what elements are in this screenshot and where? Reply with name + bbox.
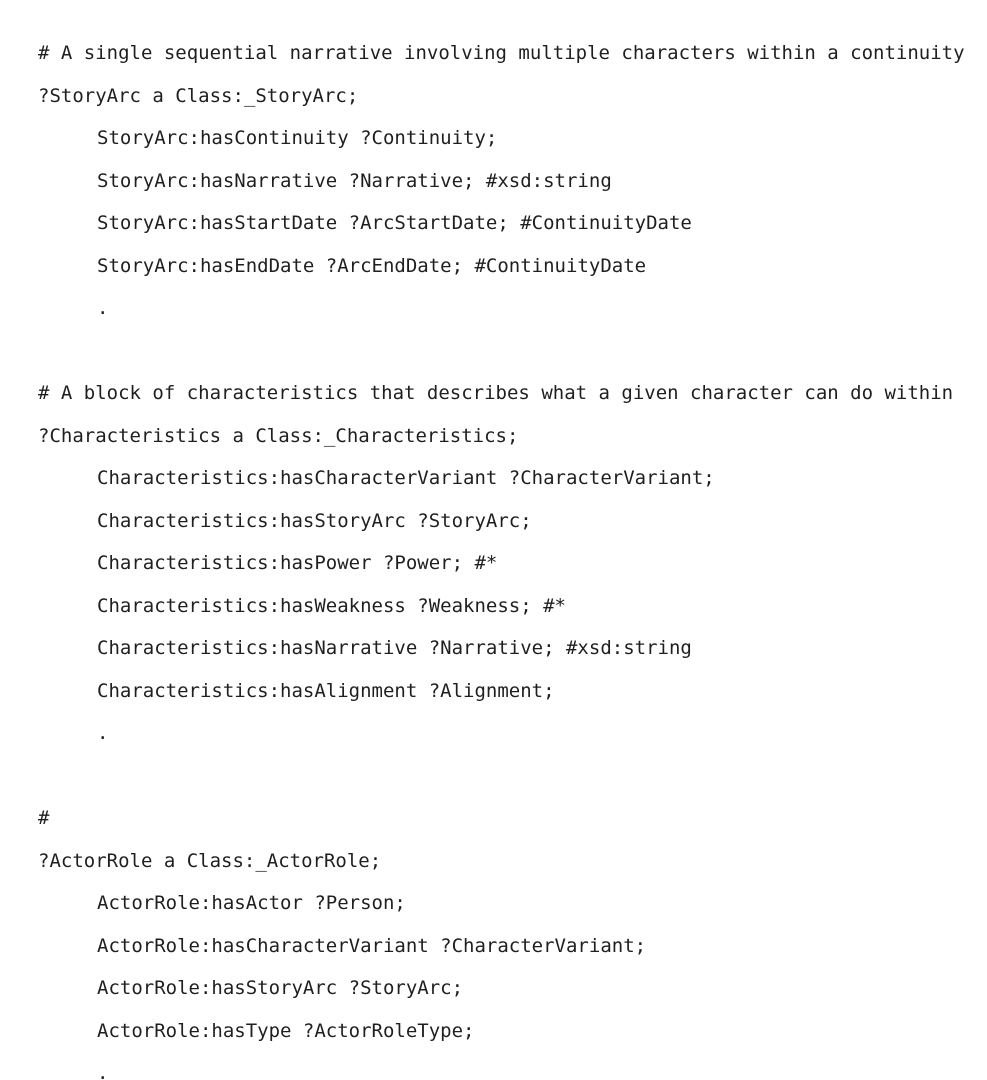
property-line: Characteristics:hasWeakness ?Weakness; #*: [97, 594, 566, 617]
property-line: Characteristics:hasStoryArc ?StoryArc;: [97, 509, 532, 532]
property-line: ActorRole:hasCharacterVariant ?CharacterVariant;: [97, 934, 647, 957]
comment-line: #: [38, 807, 50, 829]
comment-line: # A block of characteristics that describes what a given character can do within: [38, 382, 954, 404]
statement-terminator: .: [97, 1062, 109, 1080]
property-line: Characteristics:hasCharacterVariant ?CharacterVariant;: [97, 467, 715, 489]
property-line: StoryArc:hasNarrative ?Narrative; #xsd:string: [97, 169, 612, 192]
property-line: StoryArc:hasStartDate ?ArcStartDate; #ContinuityDate: [97, 212, 692, 234]
class-declaration-line: ?Characteristics a Class:_Characteristics;: [38, 424, 519, 447]
property-line: Characteristics:hasNarrative ?Narrative; #xsd:string: [97, 637, 692, 659]
class-declaration-line: ?StoryArc a Class:_StoryArc;: [38, 84, 359, 107]
property-line: ActorRole:hasType ?ActorRoleType;: [97, 1019, 475, 1042]
statement-terminator: .: [97, 297, 109, 319]
statement-terminator: .: [97, 722, 109, 744]
class-declaration-line: ?ActorRole a Class:_ActorRole;: [38, 849, 382, 872]
property-line: StoryArc:hasContinuity ?Continuity;: [97, 127, 498, 149]
property-line: Characteristics:hasPower ?Power; #*: [97, 552, 498, 574]
property-line: StoryArc:hasEndDate ?ArcEndDate; #ContinuityDate: [97, 254, 647, 277]
property-line: ActorRole:hasActor ?Person;: [97, 892, 406, 914]
property-line: Characteristics:hasAlignment ?Alignment;: [97, 679, 555, 702]
property-line: ActorRole:hasStoryArc ?StoryArc;: [97, 977, 464, 999]
comment-line: # A single sequential narrative involving multiple characters within a continuity: [38, 42, 965, 64]
